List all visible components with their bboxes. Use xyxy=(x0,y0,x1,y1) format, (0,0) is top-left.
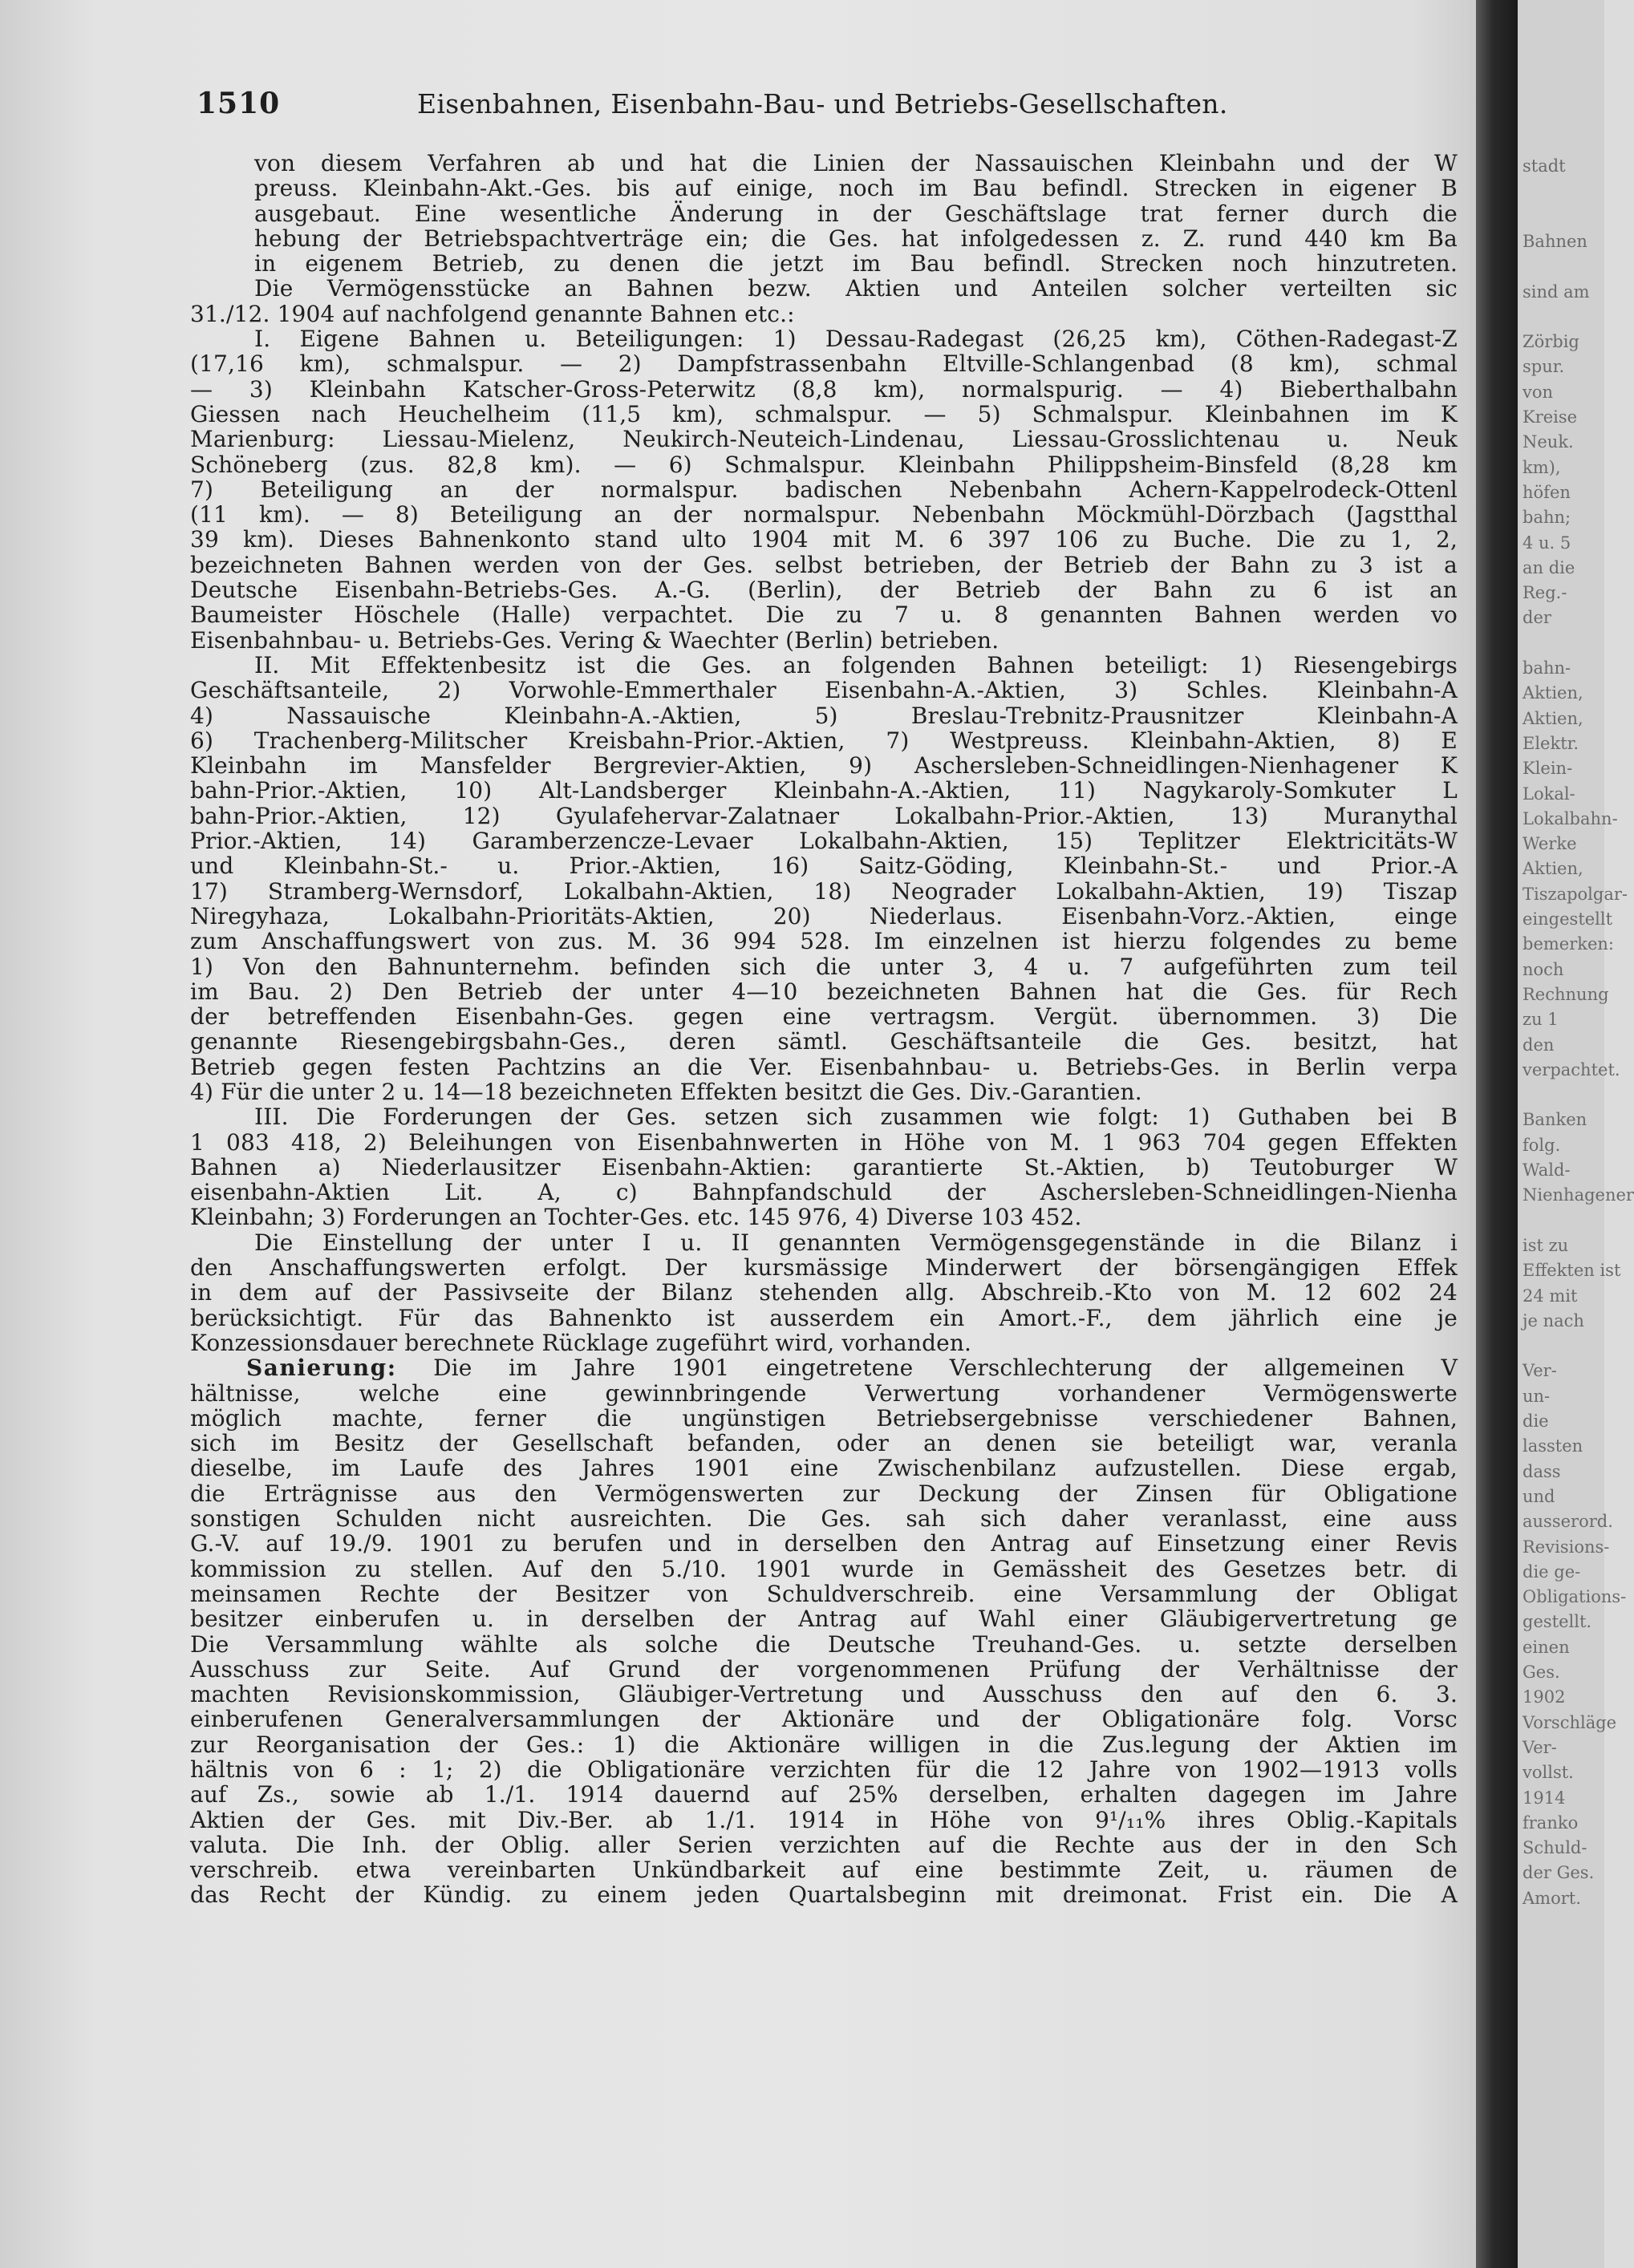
text-line: bahn-Prior.-Aktien, 10) Alt-Landsberger Kleinbahn-A.-Aktien, 11) Nagykaroly-Somkuter L xyxy=(190,777,1458,804)
facing-page-fragment: Wald- xyxy=(1522,1160,1571,1180)
running-head: Eisenbahnen, Eisenbahn-Bau- und Betriebs-Gesellschaften. xyxy=(417,88,1228,119)
text-line: und Kleinbahn-St.- u. Prior.-Aktien, 16) Saitz-Göding, Kleinbahn-St.- und Prior.-A xyxy=(190,853,1458,880)
text-line: Prior.-Aktien, 14) Garamberzencze-Levaer Lokalbahn-Aktien, 15) Teplitzer Elektricitäts-W xyxy=(190,828,1458,855)
text-line: möglich machte, ferner die ungünstigen Betriebsergebnisse verschiedener Bahnen, xyxy=(190,1404,1458,1432)
text-line: Giessen nach Heuchelheim (11,5 km), schmalspur. — 5) Schmalspur. Kleinbahnen im K xyxy=(190,400,1458,427)
text-line: bahn-Prior.-Aktien, 12) Gyulafehervar-Zalatnaer Lokalbahn-Prior.-Aktien, 13) Muranythal xyxy=(190,802,1458,829)
facing-page-fragment: Ges. xyxy=(1522,1663,1560,1682)
facing-page-fragment: noch xyxy=(1522,959,1564,979)
text-line: III. Die Forderungen der Ges. setzen sich zusammen wie folgt: 1) Guthaben bei B xyxy=(254,1104,1458,1131)
text-line: sonstigen Schulden nicht ausreichten. Die Ges. sah sich daher veranlasst, eine auss xyxy=(190,1505,1458,1533)
facing-page-fragment: stadt xyxy=(1522,156,1566,176)
page-header xyxy=(197,87,1448,127)
text-line: machten Revisionskommission, Gläubiger-Vertretung und Ausschuss den auf den 6. 3. xyxy=(190,1681,1458,1708)
facing-page-fragment: Banken xyxy=(1522,1110,1587,1130)
facing-page-fragment: Ver- xyxy=(1522,1737,1557,1757)
facing-page-fragment: die ge- xyxy=(1522,1561,1581,1582)
text-line: 39 km). Dieses Bahnenkonto stand ulto 1904 mit M. 6 397 106 zu Buche. Die zu 1, 2, xyxy=(190,526,1458,553)
facing-page-fragment: ausserord. xyxy=(1522,1512,1613,1532)
text-line: im Bau. 2) Den Betrieb der unter 4—10 bezeichneten Bahnen hat die Ges. für Rech xyxy=(190,978,1458,1005)
facing-page-fragment: Elektr. xyxy=(1522,733,1579,753)
facing-page-fragment: eingestellt xyxy=(1522,909,1613,929)
text-line: 4) Nassauische Kleinbahn-A.-Aktien, 5) Breslau-Trebnitz-Prausnitzer Kleinbahn-A xyxy=(190,702,1458,729)
text-line: Ausschuss zur Seite. Auf Grund der vorgenommenen Prüfung der Verhältnisse der xyxy=(190,1655,1458,1683)
facing-page-fragment: Effekten ist xyxy=(1522,1261,1621,1281)
facing-page-fragment: folg. xyxy=(1522,1135,1561,1155)
page-number: 1510 xyxy=(197,87,281,120)
facing-page-fragment: Kreise xyxy=(1522,407,1578,427)
text-line: II. Mit Effektenbesitz ist die Ges. an folgenden Bahnen beteiligt: 1) Riesengebirgs xyxy=(254,651,1458,678)
text-line: in eigenem Betrieb, zu denen die jetzt im Bau befindl. Strecken noch hinzutreten. xyxy=(254,250,1458,277)
page-body-text xyxy=(190,151,1458,1908)
facing-page-fragment: sind am xyxy=(1522,281,1590,302)
text-line: verschreib. etwa vereinbarten Unkündbarkeit auf eine bestimmte Zeit, u. räumen de xyxy=(190,1857,1458,1884)
text-line: (11 km). — 8) Beteiligung an der normalspur. Nebenbahn Möckmühl-Dörzbach (Jagstthal xyxy=(190,501,1458,529)
text-line: ausgebaut. Eine wesentliche Änderung in der Geschäftslage trat ferner durch die xyxy=(254,200,1458,227)
text-line: 1 083 418, 2) Beleihungen von Eisenbahnwerten in Höhe von M. 1 963 704 gegen Effekten xyxy=(190,1128,1458,1156)
text-line: bezeichneten Bahnen werden von der Ges. selbst betrieben, der Betrieb der Bahn zu 3 ist a xyxy=(190,551,1458,578)
text-line: von diesem Verfahren ab und hat die Linien der Nassauischen Kleinbahn und der W xyxy=(254,150,1458,176)
text-line: 4) Für die unter 2 u. 14—18 bezeichneten Effekten besitzt die Ges. Div.-Garantien. xyxy=(190,1078,1142,1105)
facing-page-fragment: und xyxy=(1522,1486,1555,1506)
text-line: Kleinbahn; 3) Forderungen an Tochter-Ges. etc. 145 976, 4) Diverse 103 452. xyxy=(190,1204,1082,1231)
facing-page-fragment: Rechnung xyxy=(1522,984,1609,1004)
text-line: der betreffenden Eisenbahn-Ges. gegen eine vertragsm. Vergüt. übernommen. 3) Die xyxy=(190,1003,1458,1031)
facing-page-fragment: Lokalbahn- xyxy=(1522,808,1618,828)
text-line: Die Einstellung der unter I u. II genannten Vermögensgegenstände in die Bilanz i xyxy=(254,1229,1458,1256)
text-line: in dem auf der Passivseite der Bilanz stehenden allg. Abschreib.-Kto von M. 12 602 24 xyxy=(190,1279,1458,1306)
text-line: genannte Riesengebirgsbahn-Ges., deren sämtl. Geschäftsanteile die Ges. besitzt, hat xyxy=(190,1028,1458,1055)
text-line: valuta. Die Inh. der Oblig. aller Serien verzichten auf die Rechte aus der in den Sch xyxy=(190,1831,1458,1858)
text-line: Geschäftsanteile, 2) Vorwohle-Emmerthaler Eisenbahn-A.-Aktien, 3) Schles. Kleinbahn-A xyxy=(190,677,1458,704)
text-line: Aktien der Ges. mit Div.-Ber. ab 1./1. 1914 in Höhe von 9¹/₁₁% ihres Oblig.-Kapitals xyxy=(190,1806,1458,1833)
section-lead-word: Sanierung: xyxy=(246,1355,397,1382)
facing-page-fragment: Klein- xyxy=(1522,759,1573,779)
text-line: Sanierung: Die im Jahre 1901 eingetretene Verschlechterung der allgemeinen V xyxy=(246,1355,1458,1382)
text-line: Baumeister Höschele (Halle) verpachtet. Die zu 7 u. 8 genannten Bahnen werden vo xyxy=(190,601,1458,629)
text-line: berücksichtigt. Für das Bahnenkto ist ausserdem ein Amort.-F., dem jährlich eine je xyxy=(190,1304,1458,1331)
text-line: I. Eigene Bahnen u. Beteiligungen: 1) Dessau-Radegast (26,25 km), Cöthen-Radegast-Z xyxy=(254,326,1458,353)
book-gutter-shadow xyxy=(1476,0,1518,2268)
facing-page-fragment: 24 mit xyxy=(1522,1286,1578,1306)
text-line: 1) Von den Bahnunternehm. befinden sich die unter 3, 4 u. 7 aufgeführten zum teil xyxy=(190,953,1458,980)
facing-page-fragment: Obligations- xyxy=(1522,1587,1627,1607)
facing-page-fragment: die xyxy=(1522,1411,1549,1431)
facing-page-fragment: je nach xyxy=(1522,1310,1584,1330)
facing-page-fragment: verpachtet. xyxy=(1522,1059,1620,1079)
facing-page-fragment: Tiszapolgar- xyxy=(1522,884,1628,904)
text-line: Bahnen a) Niederlausitzer Eisenbahn-Aktien: garantierte St.-Aktien, b) Teutoburger W xyxy=(190,1153,1458,1181)
text-line: 6) Trachenberg-Militscher Kreisbahn-Prior.-Aktien, 7) Westpreuss. Kleinbahn-Aktien, 8) E xyxy=(190,727,1458,754)
facing-page-fragment: franko xyxy=(1522,1812,1579,1833)
facing-page-fragment: den xyxy=(1522,1035,1555,1055)
facing-page-fragment: Nienhagener xyxy=(1522,1185,1634,1205)
text-line: den Anschaffungswerten erfolgt. Der kursmässige Minderwert der börsengängigen Effek xyxy=(190,1254,1458,1282)
text-line: (17,16 km), schmalspur. — 2) Dampfstrassenbahn Eltville-Schlangenbad (8 km), schmal xyxy=(190,350,1458,378)
facing-page-fragment: Aktien, xyxy=(1522,708,1583,728)
facing-page-fragment: gestellt. xyxy=(1522,1612,1592,1632)
facing-page-fragment: Zörbig xyxy=(1522,332,1579,352)
text-line: G.-V. auf 19./9. 1901 zu berufen und in derselben den Antrag auf Einsetzung einer Revis xyxy=(190,1530,1458,1557)
text-line: Konzessionsdauer berechnete Rücklage zugeführt wird, vorhanden. xyxy=(190,1329,972,1356)
text-line: zum Anschaffungswert von zus. M. 36 994 528. Im einzelnen ist hierzu folgendes zu beme xyxy=(190,928,1458,955)
facing-page-fragment: km), xyxy=(1522,457,1561,477)
facing-page-fragment: Reg.- xyxy=(1522,583,1567,603)
text-line: zur Reorganisation der Ges.: 1) die Aktionäre willigen in die Zus.legung der Aktien im xyxy=(190,1731,1458,1758)
text-line: meinsamen Rechte der Besitzer von Schuldverschreib. eine Versammlung der Obligat xyxy=(190,1580,1458,1607)
facing-page-fragment: Bahnen xyxy=(1522,231,1587,251)
text-line: 7) Beteiligung an der normalspur. badischen Nebenbahn Achern-Kappelrodeck-Ottenl xyxy=(190,476,1458,503)
facing-page-fragment: dass xyxy=(1522,1461,1561,1481)
text-line: dieselbe, im Laufe des Jahres 1901 eine Zwischenbilanz aufzustellen. Diese ergab, xyxy=(190,1455,1458,1482)
facing-page-fragment: Aktien, xyxy=(1522,859,1583,879)
facing-page-fragment: 1902 xyxy=(1522,1687,1566,1707)
text-line: das Recht der Kündig. zu einem jeden Quartalsbeginn mit dreimonat. Frist ein. Die A xyxy=(190,1881,1458,1909)
text-line: Marienburg: Liessau-Mielenz, Neukirch-Neuteich-Lindenau, Liessau-Grosslichtenau u. Neuk xyxy=(190,426,1458,453)
text-line: — 3) Kleinbahn Katscher-Gross-Peterwitz (8,8 km), normalspurig. — 4) Bieberthalbahn xyxy=(190,375,1458,403)
facing-page-fragment: Schuld- xyxy=(1522,1838,1587,1858)
text-line: besitzer einberufen u. in derselben der Antrag auf Wahl einer Gläubigervertretung ge xyxy=(190,1606,1458,1633)
facing-page-fragment: Ver- xyxy=(1522,1361,1557,1381)
facing-page-edge xyxy=(1518,0,1634,2268)
text-line: hältnisse, welche eine gewinnbringende Verwertung vorhandener Vermögenswerte xyxy=(190,1379,1458,1407)
text-line: hebung der Betriebspachtverträge ein; die Ges. hat infolgedessen z. Z. rund 440 km Ba xyxy=(254,225,1458,252)
text-line: Niregyhaza, Lokalbahn-Prioritäts-Aktien, 20) Niederlaus. Eisenbahn-Vorz.-Aktien, einge xyxy=(190,902,1458,929)
facing-page-fragment: Aktien, xyxy=(1522,683,1583,703)
text-line: Schöneberg (zus. 82,8 km). — 6) Schmalspur. Kleinbahn Philippsheim-Binsfeld (8,28 km xyxy=(190,451,1458,478)
text-line: eisenbahn-Aktien Lit. A, c) Bahnpfandschuld der Aschersleben-Schneidlingen-Nienha xyxy=(190,1179,1458,1206)
facing-page-fragment: von xyxy=(1522,382,1554,402)
facing-page-fragment: einen xyxy=(1522,1637,1570,1657)
text-line: einberufenen Generalversammlungen der Aktionäre und der Obligationäre folg. Vorsc xyxy=(190,1706,1458,1733)
facing-page-fragment: Neuk. xyxy=(1522,432,1574,452)
facing-page-fragment: vollst. xyxy=(1522,1763,1574,1783)
text-line: Die Versammlung wählte als solche die Deutsche Treuhand-Ges. u. setzte derselben xyxy=(190,1630,1458,1658)
facing-page-fragment: zu 1 xyxy=(1522,1010,1559,1030)
facing-page-fragment: Vorschläge xyxy=(1522,1712,1617,1732)
facing-page-fragment: 1914 xyxy=(1522,1788,1566,1808)
facing-page-fragment: un- xyxy=(1522,1386,1551,1406)
text-line: 17) Stramberg-Wernsdorf, Lokalbahn-Aktien, 18) Neograder Lokalbahn-Aktien, 19) Tiszap xyxy=(190,877,1458,905)
text-line: sich im Besitz der Gesellschaft befanden, oder an denen sie beteiligt war, veranla xyxy=(190,1430,1458,1457)
facing-page-fragment: höfen xyxy=(1522,482,1571,502)
text-line: Kleinbahn im Mansfelder Bergrevier-Aktien, 9) Aschersleben-Schneidlingen-Nienhagener K xyxy=(190,752,1458,780)
facing-page-fragment: 4 u. 5 xyxy=(1522,533,1571,553)
text-line: auf Zs., sowie ab 1./1. 1914 dauernd auf 25% derselben, erhalten dagegen im Jahre xyxy=(190,1781,1458,1808)
facing-page-fragment: ist zu xyxy=(1522,1235,1569,1255)
facing-page-fragment: spur. xyxy=(1522,357,1565,377)
text-line: Deutsche Eisenbahn-Betriebs-Ges. A.-G. (Berlin), der Betrieb der Bahn zu 6 ist an xyxy=(190,577,1458,604)
facing-page-fragment: lassten xyxy=(1522,1436,1583,1456)
facing-page-fragment: Lokal- xyxy=(1522,784,1575,804)
facing-page-fragment: bemerken: xyxy=(1522,934,1615,954)
facing-page-fragment: der Ges. xyxy=(1522,1863,1595,1883)
text-line: Die Vermögensstücke an Bahnen bezw. Aktien und Anteilen solcher verteilten sic xyxy=(254,275,1458,302)
text-line: die Erträgnisse aus den Vermögenswerten zur Deckung der Zinsen für Obligatione xyxy=(190,1480,1458,1507)
text-line: 31./12. 1904 auf nachfolgend genannte Bahnen etc.: xyxy=(190,300,795,327)
facing-page-fragment: Revisions- xyxy=(1522,1537,1610,1557)
facing-page-fragment: bahn; xyxy=(1522,508,1571,528)
facing-page-fragment: Werke xyxy=(1522,834,1577,854)
facing-page-fragment: der xyxy=(1522,608,1551,628)
text-line: Betrieb gegen festen Pachtzins an die Ver. Eisenbahnbau- u. Betriebs-Ges. in Berlin verpa xyxy=(190,1053,1458,1080)
text-line: hältnis von 6 : 1; 2) die Obligationäre verzichten für die 12 Jahre von 1902—1913 volls xyxy=(190,1756,1458,1783)
facing-page-fragment: Amort. xyxy=(1522,1888,1581,1908)
facing-page-fragment: bahn- xyxy=(1522,658,1571,678)
text-line: preuss. Kleinbahn-Akt.-Ges. bis auf einige, noch im Bau befindl. Strecken in eigener B xyxy=(254,175,1458,202)
text-line: kommission zu stellen. Auf den 5./10. 1901 wurde in Gemässheit des Gesetzes betr. di xyxy=(190,1555,1458,1582)
text-line: Eisenbahnbau- u. Betriebs-Ges. Vering & Waechter (Berlin) betrieben. xyxy=(190,626,999,654)
facing-page-fragment: an die xyxy=(1522,557,1575,577)
